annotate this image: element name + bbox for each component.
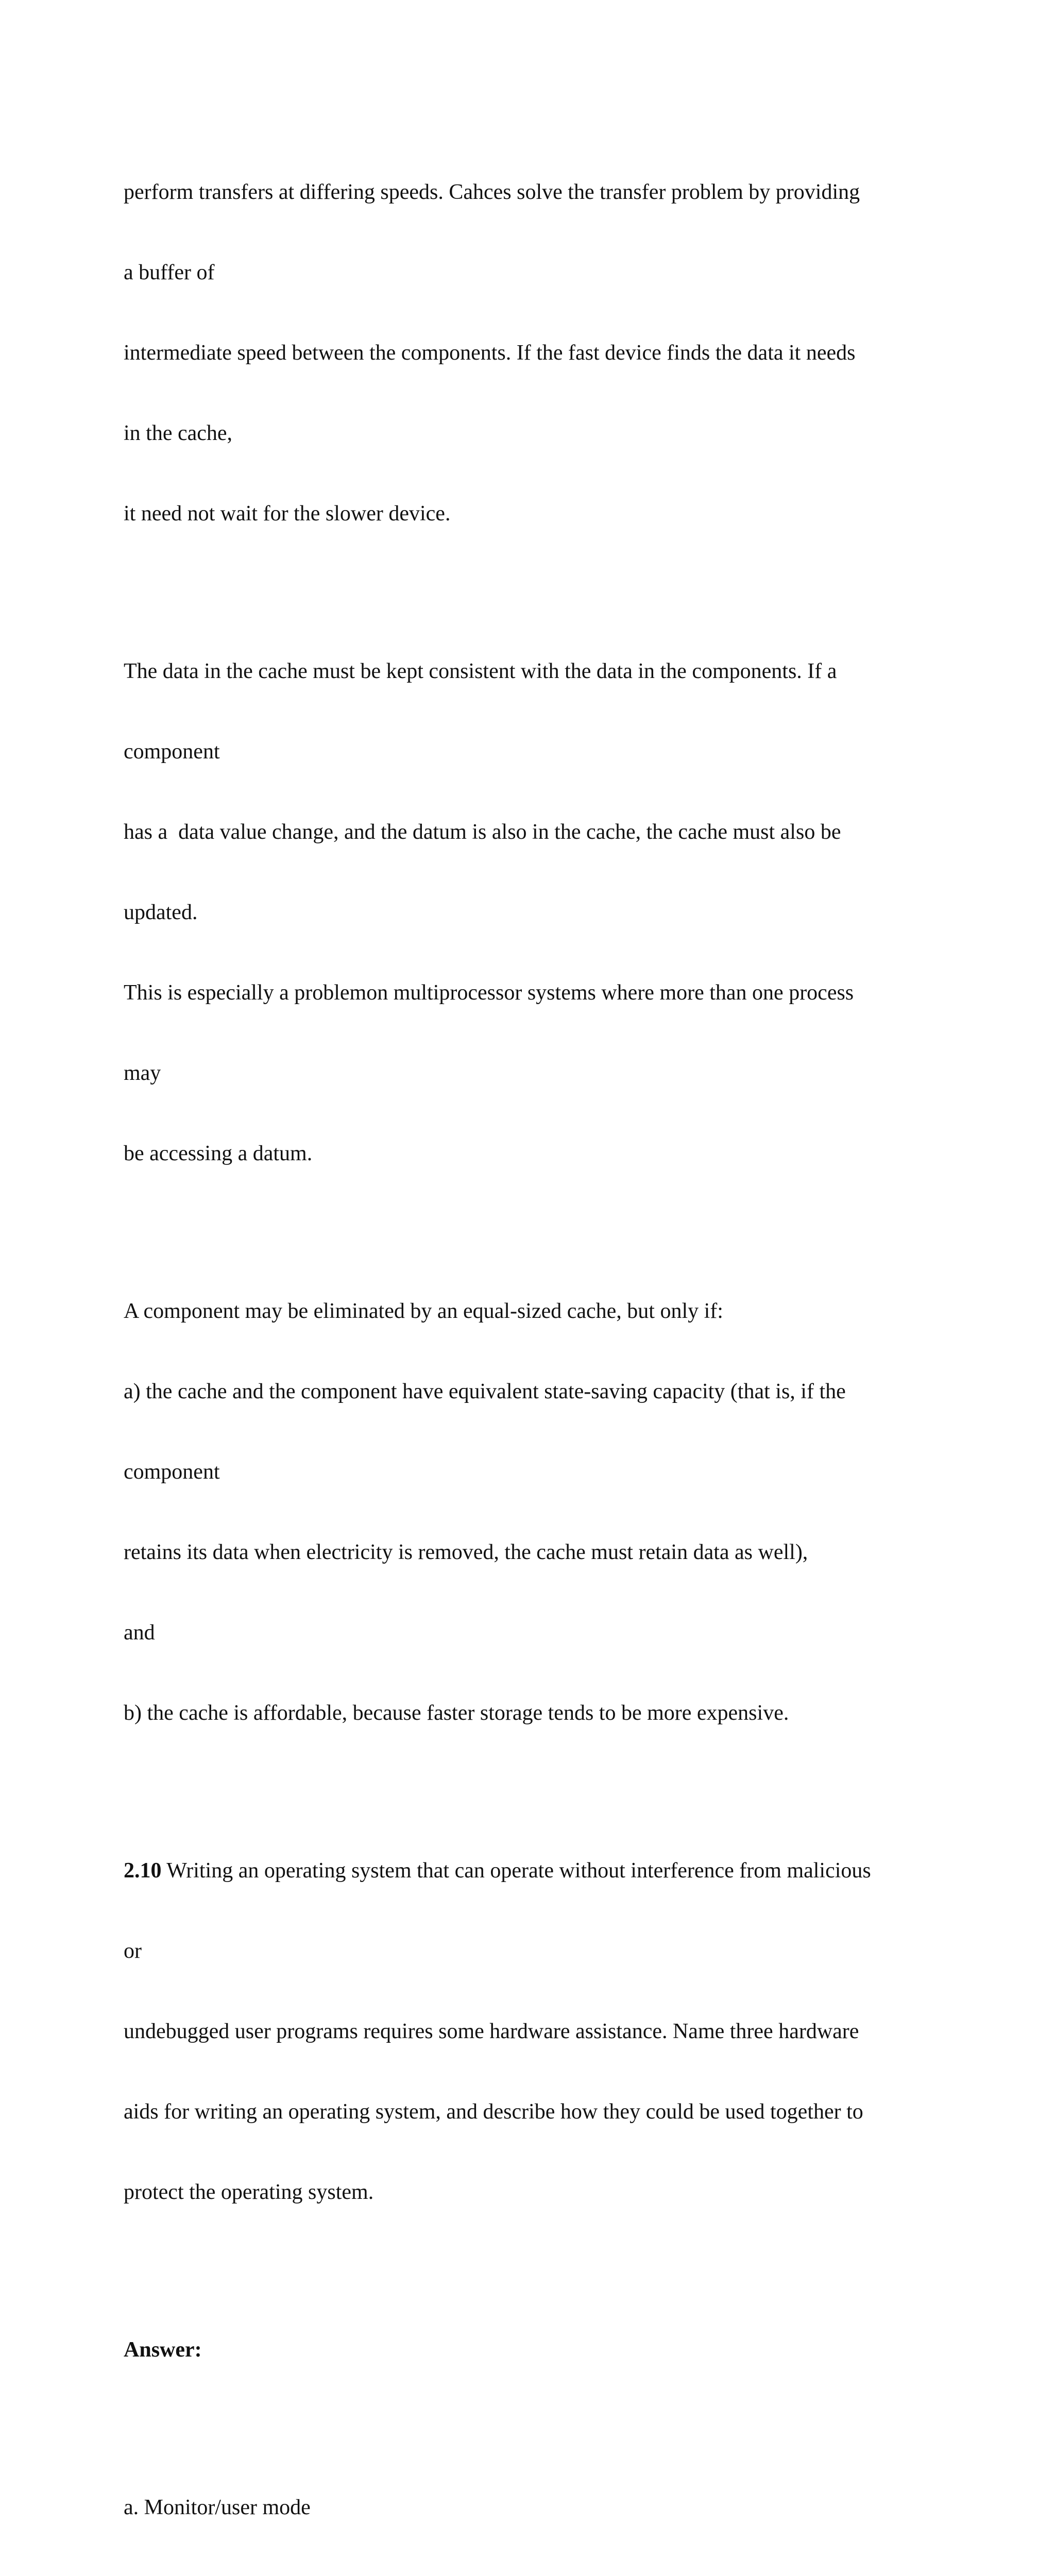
text-line: aids for writing an operating system, and describe how they could be used together to xyxy=(124,2100,863,2124)
question-2-10 xyxy=(124,1804,938,2259)
answer-label: Answer: xyxy=(124,2338,202,2362)
answer-heading-2-10 xyxy=(124,2283,938,2417)
text-line: This is especially a problemon multiprocessor systems where more than one process xyxy=(124,981,854,1005)
text-line: has a data value change, and the datum is also in the cache, the cache must also be xyxy=(124,820,841,844)
text-line: in the cache, xyxy=(124,421,233,445)
question-text: Writing an operating system that can operate without interference from malicious xyxy=(161,1859,871,1883)
text-line: or xyxy=(124,1939,142,1963)
list-item xyxy=(124,2574,938,2576)
text-line: component xyxy=(124,1460,220,1484)
paragraph-cache-transfer xyxy=(124,125,938,581)
list-item: a. Monitor/user mode xyxy=(124,2496,311,2519)
text-line: it need not wait for the slower device. xyxy=(124,502,451,526)
text-line: retains its data when electricity is removed, the cache must retain data as well), xyxy=(124,1540,808,1564)
text-line: a buffer of xyxy=(124,261,215,284)
paragraph-cache-consistency xyxy=(124,604,938,1221)
text-line: updated. xyxy=(124,901,198,924)
text-line: be accessing a datum. xyxy=(124,1142,313,1165)
text-line: and xyxy=(124,1621,155,1645)
text-line: The data in the cache must be kept consistent with the data in the components. If a xyxy=(124,659,837,683)
answer-list-2-10 xyxy=(124,2441,938,2576)
text-line: may xyxy=(124,1061,161,1085)
text-line: b) the cache is affordable, because faster storage tends to be more expensive. xyxy=(124,1701,789,1725)
text-line: perform transfers at differing speeds. Cahces solve the transfer problem by providing xyxy=(124,180,860,204)
question-number: 2.10 xyxy=(124,1859,162,1883)
question-first-line xyxy=(124,1857,938,1884)
text-line: component xyxy=(124,740,220,764)
text-line: A component may be eliminated by an equal-sized cache, but only if: xyxy=(124,1299,723,1323)
document-body xyxy=(124,125,938,2576)
text-line: a) the cache and the component have equivalent state-saving capacity (that is, if the xyxy=(124,1380,846,1403)
text-line: intermediate speed between the components. If the fast device finds the data it needs xyxy=(124,341,856,365)
paragraph-component-elimination xyxy=(124,1244,938,1780)
text-line: protect the operating system. xyxy=(124,2180,374,2204)
text-line: undebugged user programs requires some hardware assistance. Name three hardware xyxy=(124,2020,859,2043)
